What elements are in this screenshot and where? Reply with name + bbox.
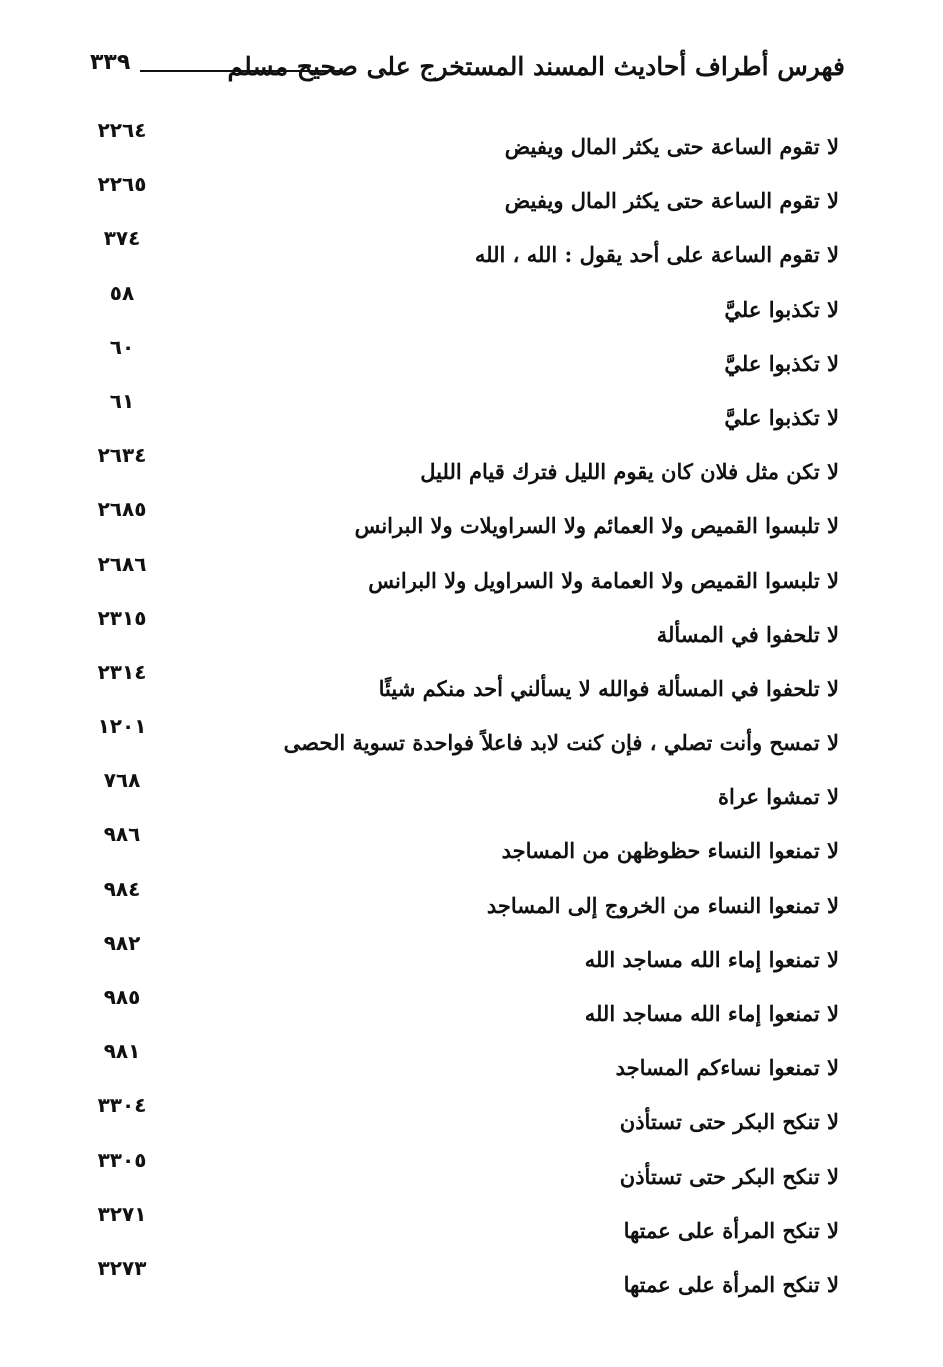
page-header xyxy=(80,48,845,98)
index-entry xyxy=(0,1256,943,1310)
hadith-number: ٣٣٠٥ xyxy=(97,1147,147,1172)
hadith-number: ٩٨٢ xyxy=(103,930,141,955)
hadith-number: ٣٢٧١ xyxy=(97,1201,147,1226)
hadith-text: لا تكن مثل فلان كان يقوم الليل فترك قيام الليل xyxy=(420,459,839,485)
index-entry xyxy=(0,931,943,985)
hadith-number: ٦١ xyxy=(109,388,135,413)
hadith-text: لا تلحفوا في المسألة xyxy=(656,621,839,647)
index-entry xyxy=(0,660,943,714)
index-entry xyxy=(0,877,943,931)
hadith-text: لا تلبسوا القميص ولا العمائم ولا السراويلات ولا البرانس xyxy=(354,513,839,539)
hadith-number: ٩٨٦ xyxy=(103,822,141,847)
index-list xyxy=(0,118,943,1310)
hadith-number: ٢٢٦٥ xyxy=(97,172,147,197)
hadith-number: ٢٦٨٥ xyxy=(97,497,147,522)
hadith-text: لا تلحفوا في المسألة فوالله لا يسألني أحد منكم شيئًا xyxy=(378,675,839,701)
index-entry xyxy=(0,118,943,172)
hadith-number: ٩٨٥ xyxy=(103,985,141,1009)
hadith-text: لا تنكح المرأة على عمتها xyxy=(623,1217,839,1243)
hadith-text: لا تنكح المرأة على عمتها xyxy=(623,1271,839,1297)
index-entry xyxy=(0,822,943,876)
hadith-number: ٩٨١ xyxy=(103,1039,141,1064)
hadith-text: لا تكذبوا عليَّ xyxy=(724,350,839,376)
index-entry xyxy=(0,172,943,226)
hadith-number: ٣٢٧٣ xyxy=(97,1255,147,1280)
index-entry xyxy=(0,389,943,443)
index-entry xyxy=(0,281,943,335)
hadith-text: لا تنكح البكر حتى تستأذن xyxy=(619,1109,839,1135)
index-entry xyxy=(0,985,943,1039)
hadith-text: لا تقوم الساعة حتى يكثر المال ويفيض xyxy=(504,134,839,159)
hadith-text: لا تمشوا عراة xyxy=(718,784,839,810)
hadith-number: ٢٢٦٤ xyxy=(97,118,147,142)
hadith-number: ٣٧٤ xyxy=(103,226,141,251)
index-entry xyxy=(0,1202,943,1256)
index-entry xyxy=(0,1148,943,1202)
hadith-number: ٣٣٠٤ xyxy=(97,1093,147,1118)
running-title: فهرس أطراف أحاديث المسند المستخرج على صحيح مسلم xyxy=(227,52,845,81)
hadith-text: لا تمنعوا النساء حظوظهن من المساجد xyxy=(501,838,839,864)
hadith-text: لا تكذبوا عليَّ xyxy=(724,296,839,322)
index-entry xyxy=(0,552,943,606)
index-entry xyxy=(0,335,943,389)
header-rule xyxy=(140,70,340,72)
hadith-text: لا تمنعوا نساءكم المساجد xyxy=(615,1055,839,1081)
hadith-text: لا تمنعوا إماء الله مساجد الله xyxy=(584,1001,839,1026)
hadith-text: لا تمنعوا النساء من الخروج إلى المساجد xyxy=(486,892,839,918)
hadith-text: لا تنكح البكر حتى تستأذن xyxy=(619,1163,839,1189)
hadith-number: ١٢٠١ xyxy=(97,714,147,739)
hadith-text: لا تقوم الساعة على أحد يقول : الله ، الله xyxy=(474,242,839,268)
hadith-number: ٧٦٨ xyxy=(103,768,141,793)
hadith-number: ٢٣١٤ xyxy=(97,659,147,684)
hadith-number: ٢٣١٥ xyxy=(97,605,147,630)
hadith-number: ٢٦٣٤ xyxy=(97,443,147,468)
hadith-text: لا تلبسوا القميص ولا العمامة ولا السراويل ولا البرانس xyxy=(368,567,839,593)
page-number: ٣٣٩ xyxy=(90,50,131,75)
index-entry xyxy=(0,1039,943,1093)
hadith-number: ٥٨ xyxy=(109,280,135,305)
hadith-text: لا تمسح وأنت تصلي ، فإن كنت لابد فاعلاً فواحدة تسوية الحصى xyxy=(283,730,839,756)
index-entry xyxy=(0,768,943,822)
index-entry xyxy=(0,1093,943,1147)
index-entry xyxy=(0,714,943,768)
index-entry xyxy=(0,497,943,551)
hadith-text: لا تقوم الساعة حتى يكثر المال ويفيض xyxy=(504,188,839,214)
index-entry xyxy=(0,226,943,280)
hadith-text: لا تكذبوا عليَّ xyxy=(724,404,839,430)
hadith-number: ٩٨٤ xyxy=(103,876,141,901)
index-entry xyxy=(0,606,943,660)
hadith-text: لا تمنعوا إماء الله مساجد الله xyxy=(584,946,839,972)
hadith-number: ٢٦٨٦ xyxy=(97,551,147,576)
hadith-number: ٦٠ xyxy=(109,334,135,359)
index-entry xyxy=(0,443,943,497)
